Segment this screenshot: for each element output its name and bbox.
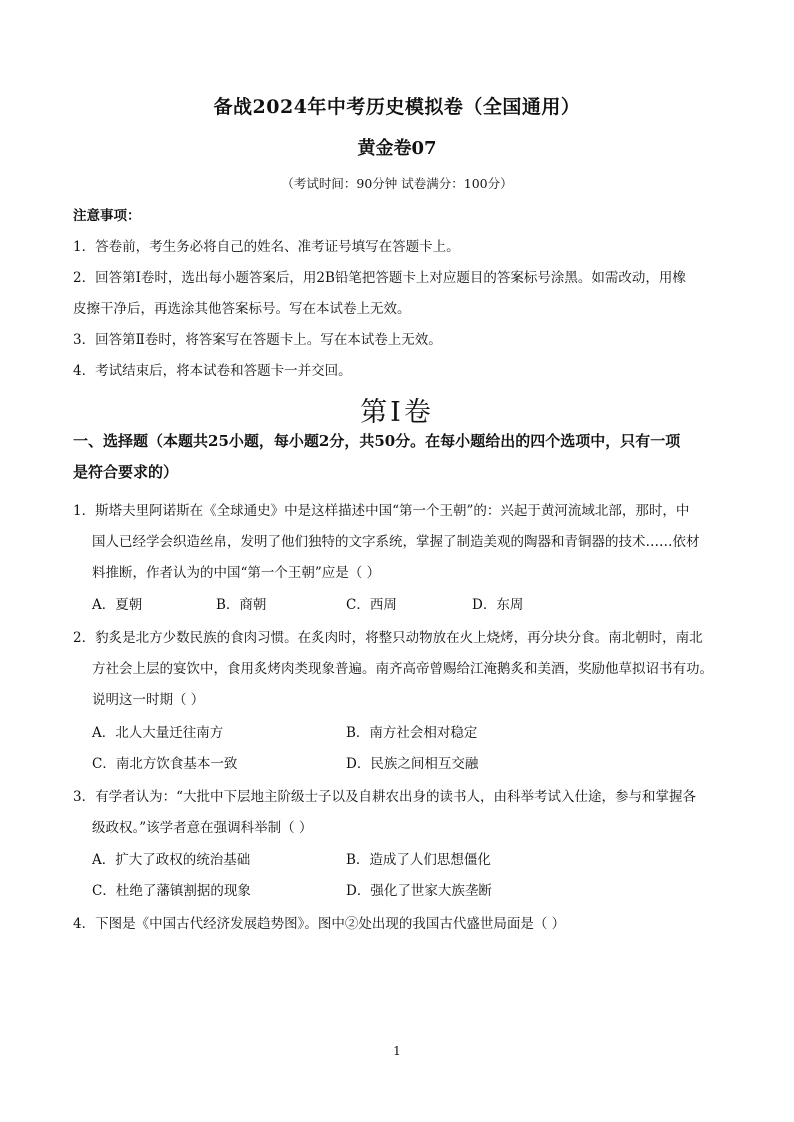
q1-option-a: A．夏朝: [92, 597, 143, 613]
question-3-line: 级政权。”该学者意在强调科举制（ ）: [92, 820, 313, 836]
q3-option-d: D．强化了世家大族垄断: [346, 883, 492, 899]
volume-title: 第Ⅰ卷: [360, 397, 434, 428]
exam-subtitle: 黄金卷07: [357, 138, 437, 159]
question-1-line: 1．斯塔夫里阿诺斯在《全球通史》中是这样描述中国“第一个王朝”的：兴起于黄河流域北部，那时，中: [73, 503, 690, 519]
q1-option-b: B．商朝: [216, 597, 267, 613]
exam-meta: （考试时间：90分钟 试卷满分：100分）: [281, 176, 513, 191]
question-4-line: 4．下图是《中国古代经济发展趋势图》。图中②处出现的我国古代盛世局面是（ ）: [73, 916, 566, 932]
notice-item: 4．考试结束后，将本试卷和答题卡一并交回。: [73, 363, 352, 379]
q1-option-d: D．东周: [472, 597, 524, 613]
page-number: 1: [393, 1044, 401, 1058]
question-1-line: 料推断，作者认为的中国“第一个王朝”应是（ ）: [92, 565, 381, 581]
q2-option-b: B．南方社会相对稳定: [346, 725, 478, 741]
notice-item: 3．回答第Ⅱ卷时，将答案写在答题卡上。写在本试卷上无效。: [73, 332, 442, 348]
q3-option-c: C．杜绝了藩镇割据的现象: [92, 883, 251, 899]
q2-option-c: C．南北方饮食基本一致: [92, 756, 238, 772]
q2-option-d: D．民族之间相互交融: [346, 756, 479, 772]
notice-item: 2．回答第Ⅰ卷时，选出每小题答案后，用2B铅笔把答题卡上对应题目的答案标号涂黑。如需改动，用橡: [73, 270, 686, 286]
q3-option-a: A．扩大了政权的统治基础: [92, 852, 251, 868]
q3-option-b: B．造成了人们思想僵化: [346, 852, 491, 868]
question-3-line: 3．有学者认为：“大批中下层地主阶级士子以及自耕农出身的读书人，由科举考试入仕途，参与和掌握各: [73, 789, 696, 805]
question-2-line: 方社会上层的宴饮中，食用炙烤肉类现象普遍。南齐高帝曾赐给江淹鹅炙和美酒，奖励他草拟诏书有功。: [92, 661, 713, 677]
notice-heading: 注意事项：: [73, 208, 141, 224]
exam-title: 备战2024年中考历史模拟卷（全国通用）: [213, 96, 581, 118]
q1-option-c: C．西周: [346, 597, 397, 613]
notice-item: 皮擦干净后，再选涂其他答案标号。写在本试卷上无效。: [73, 301, 411, 317]
question-1-line: 国人已经学会织造丝帛，发明了他们独特的文字系统，掌握了制造美观的陶器和青铜器的技术……依材: [92, 534, 700, 550]
q2-option-a: A．北人大量迁往南方: [92, 725, 224, 741]
notice-item: 1．答卷前，考生务必将自己的姓名、准考证号填写在答题卡上。: [73, 239, 460, 255]
question-2-line: 说明这一时期（ ）: [92, 692, 205, 708]
question-2-line: 2．豹炙是北方少数民族的食肉习惯。在炙肉时，将整只动物放在火上烧烤，再分块分食。南北朝时，南北: [73, 630, 703, 646]
section-title: 一、选择题（本题共25小题，每小题2分，共50分。在每小题给出的四个选项中，只有一项: [73, 432, 681, 450]
section-title-cont: 是符合要求的）: [73, 463, 179, 481]
